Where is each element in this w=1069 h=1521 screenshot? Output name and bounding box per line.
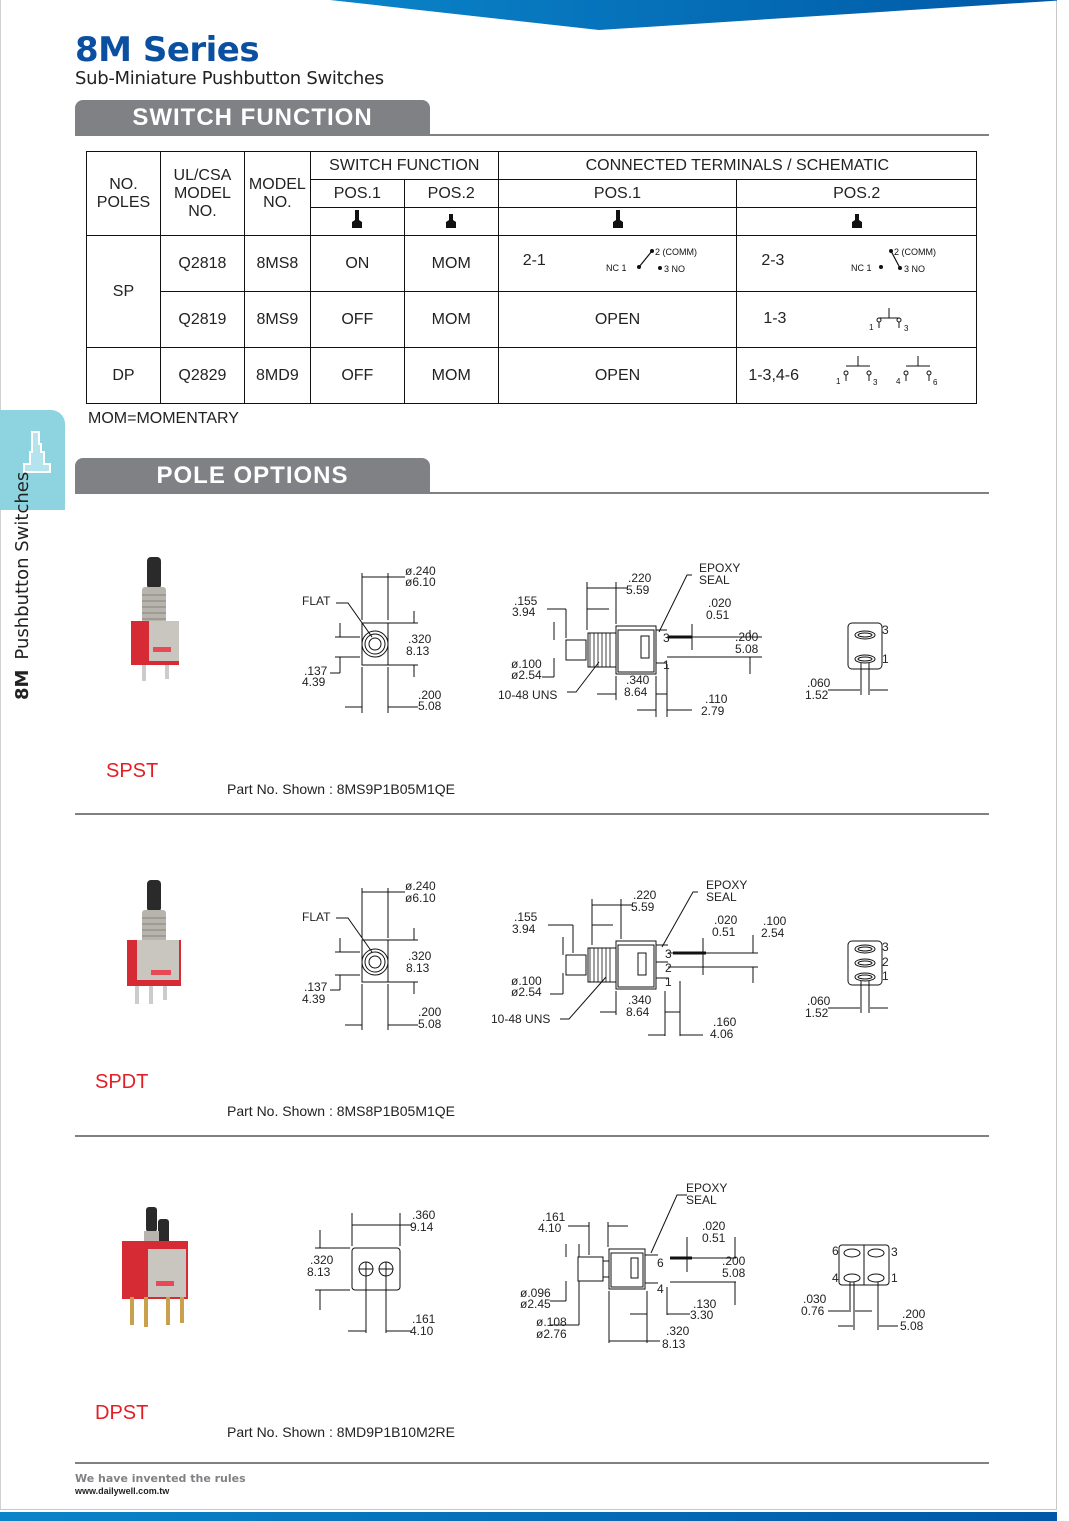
header-ulcsa-model: UL/CSA MODEL NO. bbox=[160, 152, 244, 236]
svg-text:4.39: 4.39 bbox=[302, 992, 326, 1006]
svg-text:NC 1: NC 1 bbox=[605, 263, 627, 273]
svg-text:4.10: 4.10 bbox=[538, 1221, 562, 1235]
cell-model: 8MD9 bbox=[244, 348, 310, 404]
divider bbox=[75, 1135, 989, 1137]
actuator-down-icon bbox=[737, 208, 977, 236]
cell-ulcsa: Q2829 bbox=[160, 348, 244, 404]
svg-text:0.51: 0.51 bbox=[702, 1231, 726, 1245]
svg-text:.220: .220 bbox=[633, 888, 657, 902]
svg-text:3: 3 bbox=[665, 947, 672, 961]
footer-url[interactable]: www.dailywell.com.tw bbox=[75, 1486, 170, 1496]
svg-text:SEAL: SEAL bbox=[706, 890, 737, 904]
cell-ct-pos2: 1-3,4-6 1 3 4 6 bbox=[737, 348, 977, 404]
svg-text:6: 6 bbox=[657, 1256, 664, 1270]
actuator-down-icon bbox=[404, 208, 498, 236]
actuator-up-icon bbox=[498, 208, 737, 236]
header-model-no: MODEL NO. bbox=[244, 152, 310, 236]
svg-text:1: 1 bbox=[663, 658, 670, 672]
svg-text:10-48 UNS: 10-48 UNS bbox=[491, 1012, 551, 1026]
svg-text:.110: .110 bbox=[705, 692, 728, 706]
header-connected-terminals: CONNECTED TERMINALS / SCHEMATIC bbox=[498, 152, 976, 180]
svg-text:3.94: 3.94 bbox=[512, 605, 536, 619]
spdt-product-photo bbox=[125, 878, 205, 1008]
header-fn-pos1: POS.1 bbox=[310, 180, 404, 208]
section-rule bbox=[430, 134, 989, 136]
svg-text:4: 4 bbox=[832, 1271, 839, 1285]
svg-text:8.64: 8.64 bbox=[624, 685, 648, 699]
svg-text:5.08: 5.08 bbox=[900, 1319, 924, 1333]
svg-text:1: 1 bbox=[882, 652, 889, 666]
svg-text:.020: .020 bbox=[714, 913, 738, 927]
switch-function-table bbox=[86, 151, 977, 404]
cell-fn-pos1: OFF bbox=[310, 348, 404, 404]
svg-text:.320: .320 bbox=[666, 1324, 690, 1338]
svg-text:ø6.10: ø6.10 bbox=[405, 575, 436, 589]
svg-text:4.06: 4.06 bbox=[710, 1027, 734, 1041]
svg-text:8.64: 8.64 bbox=[626, 1005, 650, 1019]
dpst-bottom-view-drawing bbox=[798, 1238, 938, 1338]
spdt-schematic-pos1-icon bbox=[604, 246, 704, 280]
footer-tagline: We have invented the rules bbox=[75, 1472, 246, 1485]
svg-text:ø.240: ø.240 bbox=[405, 564, 436, 578]
svg-text:1: 1 bbox=[891, 1271, 898, 1285]
svg-text:.161: .161 bbox=[412, 1312, 436, 1326]
svg-text:8.13: 8.13 bbox=[406, 644, 430, 658]
svg-text:4: 4 bbox=[896, 377, 901, 386]
svg-text:3.30: 3.30 bbox=[690, 1308, 714, 1322]
svg-text:.137: .137 bbox=[304, 980, 328, 994]
svg-text:.340: .340 bbox=[626, 673, 650, 687]
part-no-dpst: Part No. Shown : 8MD9P1B10M2RE bbox=[227, 1424, 455, 1440]
svg-text:1.52: 1.52 bbox=[805, 1006, 829, 1020]
cell-ct-pos2: 1-3 1 3 bbox=[737, 292, 977, 348]
svg-text:8.13: 8.13 bbox=[662, 1337, 686, 1351]
dpst-front-view-drawing bbox=[300, 1205, 460, 1345]
spdt-schematic-pos2-icon bbox=[849, 246, 959, 280]
cell-ct-pos1: 2-1 2 (COMM) NC 1 3 NO bbox=[498, 236, 737, 292]
spst-product-photo bbox=[125, 555, 205, 685]
spst-schematic-icon bbox=[867, 306, 927, 336]
svg-text:0.51: 0.51 bbox=[706, 608, 730, 622]
svg-text:1: 1 bbox=[836, 377, 841, 386]
section-rule bbox=[430, 492, 989, 494]
section-pole-options: POLE OPTIONS bbox=[75, 458, 430, 494]
svg-text:ø2.45: ø2.45 bbox=[520, 1297, 551, 1311]
header-fn-pos2: POS.2 bbox=[404, 180, 498, 208]
svg-text:SEAL: SEAL bbox=[686, 1193, 717, 1207]
svg-text:3 NO: 3 NO bbox=[904, 264, 926, 274]
svg-text:2: 2 bbox=[665, 961, 672, 975]
cell-ulcsa: Q2818 bbox=[160, 236, 244, 292]
header-switch-function: SWITCH FUNCTION bbox=[310, 152, 498, 180]
pushbutton-icon bbox=[22, 430, 52, 475]
svg-text:4.10: 4.10 bbox=[410, 1324, 434, 1338]
svg-text:.155: .155 bbox=[514, 910, 538, 924]
footnote-mom: MOM=MOMENTARY bbox=[88, 410, 239, 427]
cell-ct-pos2: 2-3 2 (COMM) NC 1 3 NO bbox=[737, 236, 977, 292]
spst-bottom-view-drawing bbox=[800, 615, 900, 705]
cell-fn-pos1: ON bbox=[310, 236, 404, 292]
svg-text:.060: .060 bbox=[807, 676, 831, 690]
svg-text:FLAT: FLAT bbox=[302, 910, 331, 924]
svg-text:1: 1 bbox=[869, 323, 874, 332]
svg-text:1.52: 1.52 bbox=[805, 688, 829, 702]
header-ct-pos1: POS.1 bbox=[498, 180, 737, 208]
svg-text:.100: .100 bbox=[763, 914, 787, 928]
svg-text:9.14: 9.14 bbox=[410, 1220, 434, 1234]
svg-text:10-48 UNS: 10-48 UNS bbox=[498, 688, 558, 702]
divider bbox=[75, 1462, 989, 1464]
spst-side-view-drawing bbox=[492, 560, 772, 720]
svg-text:.200: .200 bbox=[735, 630, 759, 644]
svg-text:.320: .320 bbox=[310, 1253, 334, 1267]
actuator-up-icon bbox=[310, 208, 404, 236]
svg-text:3: 3 bbox=[891, 1245, 898, 1259]
svg-text:0.51: 0.51 bbox=[712, 925, 736, 939]
divider bbox=[75, 813, 989, 815]
dpst-schematic-icon bbox=[833, 354, 953, 388]
svg-text:2 (COMM): 2 (COMM) bbox=[654, 247, 697, 257]
svg-text:EPOXY: EPOXY bbox=[686, 1181, 728, 1195]
svg-text:5.08: 5.08 bbox=[735, 642, 759, 656]
svg-text:.340: .340 bbox=[628, 993, 652, 1007]
bottom-band-decoration bbox=[0, 1512, 1057, 1521]
section-switch-function: SWITCH FUNCTION bbox=[75, 100, 430, 136]
spdt-front-view-drawing bbox=[300, 880, 460, 1030]
cell-model: 8MS8 bbox=[244, 236, 310, 292]
cell-ct-pos1: OPEN bbox=[498, 292, 737, 348]
svg-text:.200: .200 bbox=[418, 1005, 442, 1019]
svg-text:.200: .200 bbox=[902, 1307, 926, 1321]
svg-text:EPOXY: EPOXY bbox=[699, 561, 741, 575]
svg-text:ø.240: ø.240 bbox=[405, 879, 436, 893]
svg-text:5.08: 5.08 bbox=[418, 1017, 442, 1031]
svg-text:2.79: 2.79 bbox=[701, 704, 725, 718]
svg-text:.030: .030 bbox=[803, 1292, 827, 1306]
svg-text:.360: .360 bbox=[412, 1208, 436, 1222]
svg-text:ø.100: ø.100 bbox=[511, 974, 542, 988]
svg-text:.137: .137 bbox=[304, 664, 328, 678]
svg-text:ø6.10: ø6.10 bbox=[405, 891, 436, 905]
svg-text:1: 1 bbox=[882, 969, 889, 983]
spdt-side-view-drawing bbox=[488, 875, 788, 1045]
cell-poles: DP bbox=[87, 348, 161, 404]
svg-text:SEAL: SEAL bbox=[699, 573, 730, 587]
svg-text:.020: .020 bbox=[708, 596, 732, 610]
svg-text:8.13: 8.13 bbox=[406, 961, 430, 975]
svg-text:2 (COMM): 2 (COMM) bbox=[894, 247, 937, 257]
pole-label-spst: SPST bbox=[106, 760, 159, 782]
svg-text:ø2.54: ø2.54 bbox=[511, 668, 542, 682]
svg-text:.060: .060 bbox=[807, 994, 831, 1008]
header-ct-pos2: POS.2 bbox=[737, 180, 977, 208]
svg-text:2.54: 2.54 bbox=[761, 926, 785, 940]
svg-text:5.59: 5.59 bbox=[626, 583, 650, 597]
svg-text:NC 1: NC 1 bbox=[851, 263, 872, 273]
svg-text:3: 3 bbox=[663, 631, 670, 645]
svg-text:2: 2 bbox=[882, 955, 889, 969]
svg-text:.220: .220 bbox=[628, 571, 652, 585]
svg-text:ø.096: ø.096 bbox=[520, 1286, 551, 1300]
svg-text:3: 3 bbox=[882, 623, 889, 637]
side-label: 8MPushbutton Switches bbox=[12, 471, 33, 700]
cell-ulcsa: Q2819 bbox=[160, 292, 244, 348]
svg-text:.155: .155 bbox=[514, 594, 538, 608]
table-row bbox=[87, 292, 977, 348]
svg-text:.200: .200 bbox=[418, 688, 442, 702]
svg-text:3: 3 bbox=[882, 940, 889, 954]
svg-text:ø.100: ø.100 bbox=[511, 657, 542, 671]
svg-text:4.39: 4.39 bbox=[302, 675, 326, 689]
page-subtitle: Sub-Miniature Pushbutton Switches bbox=[75, 68, 384, 89]
svg-text:.160: .160 bbox=[713, 1015, 737, 1029]
svg-text:4: 4 bbox=[657, 1282, 664, 1296]
svg-text:6: 6 bbox=[933, 378, 938, 387]
table-row bbox=[87, 348, 977, 404]
svg-text:5.59: 5.59 bbox=[631, 900, 655, 914]
svg-text:.200: .200 bbox=[722, 1254, 746, 1268]
svg-text:.320: .320 bbox=[408, 949, 432, 963]
svg-text:3: 3 bbox=[904, 324, 909, 333]
spdt-bottom-view-drawing bbox=[800, 933, 900, 1023]
cell-ct-pos1: OPEN bbox=[498, 348, 737, 404]
part-no-spdt: Part No. Shown : 8MS8P1B05M1QE bbox=[227, 1103, 455, 1119]
svg-text:3 NO: 3 NO bbox=[663, 264, 685, 274]
page-title: 8M Series bbox=[75, 30, 260, 70]
cell-fn-pos2: MOM bbox=[404, 236, 498, 292]
cell-poles: SP bbox=[87, 236, 161, 348]
svg-text:3: 3 bbox=[873, 378, 878, 387]
pole-label-spdt: SPDT bbox=[95, 1071, 149, 1093]
svg-text:ø2.76: ø2.76 bbox=[536, 1327, 567, 1341]
svg-text:EPOXY: EPOXY bbox=[706, 878, 748, 892]
svg-text:.320: .320 bbox=[408, 632, 432, 646]
svg-text:.161: .161 bbox=[542, 1210, 566, 1224]
svg-text:ø.108: ø.108 bbox=[536, 1315, 567, 1329]
svg-text:5.08: 5.08 bbox=[722, 1266, 746, 1280]
svg-text:.020: .020 bbox=[702, 1219, 726, 1233]
svg-text:1: 1 bbox=[665, 975, 672, 989]
dpst-side-view-drawing bbox=[500, 1177, 770, 1357]
table-row bbox=[87, 236, 977, 292]
dpst-product-photo bbox=[118, 1205, 198, 1335]
cell-model: 8MS9 bbox=[244, 292, 310, 348]
pole-label-dpst: DPST bbox=[95, 1402, 149, 1424]
svg-text:0.76: 0.76 bbox=[801, 1304, 825, 1318]
svg-text:3.94: 3.94 bbox=[512, 922, 536, 936]
svg-text:FLAT: FLAT bbox=[302, 594, 331, 608]
cell-fn-pos1: OFF bbox=[310, 292, 404, 348]
part-no-spst: Part No. Shown : 8MS9P1B05M1QE bbox=[227, 781, 455, 797]
svg-text:6: 6 bbox=[832, 1244, 839, 1258]
svg-text:.130: .130 bbox=[693, 1297, 717, 1311]
svg-text:ø2.54: ø2.54 bbox=[511, 985, 542, 999]
svg-text:5.08: 5.08 bbox=[418, 699, 442, 713]
header-no-poles: NO. POLES bbox=[87, 152, 161, 236]
cell-fn-pos2: MOM bbox=[404, 348, 498, 404]
spst-front-view-drawing bbox=[300, 565, 460, 715]
svg-text:8.13: 8.13 bbox=[307, 1265, 331, 1279]
cell-fn-pos2: MOM bbox=[404, 292, 498, 348]
